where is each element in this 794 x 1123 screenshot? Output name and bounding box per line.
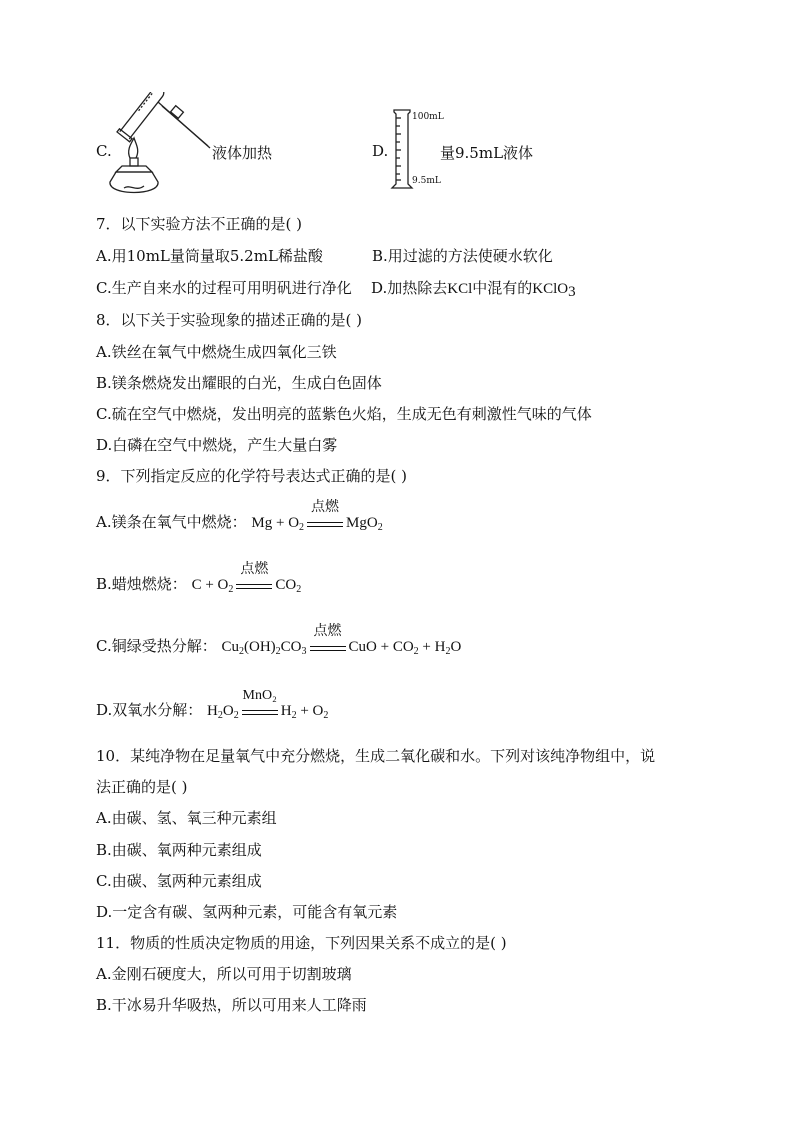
q7-option-d [371,278,576,299]
q7-option-b: B.用过滤的方法使硬水软化 [372,247,553,265]
q8-option-b: B.镁条燃烧发出耀眼的白光，生成白色固体 [96,374,382,392]
q9-c-equation: $Cu_2(OH)_2CO_3$ 点燃 CuO + $CO_2 + H_2O$ [221,623,462,657]
q10-stem-line-1: 10．某纯净物在足量氧气中充分燃烧，生成二氧化碳和水。下列对该纯净物组中，说 [96,747,656,765]
q9-a-condition: 点燃 [311,499,340,515]
q7-d-mid: 中混有的 [472,279,533,297]
q7-d-kcl: KCl [447,281,473,297]
q11-stem: 11．物质的性质决定物质的用途，下列因果关系不成立的是( ) [96,934,507,952]
q9-d-equation: $H_2O_2$ MnO₂ $H_2 + O_2$ [207,687,329,721]
cylinder-top-label: 100mL [412,112,444,122]
q9-option-a [96,499,383,534]
cylinder-bottom-label: 9.5mL [412,176,441,186]
q10-option-b: B.由碳、氧两种元素组成 [96,841,262,859]
q9-d-label: D.双氧水分解： [96,701,203,719]
q9-b-equation: $C + O_2$ 点燃 $CO_2$ [191,561,302,595]
q7-option-a: A.用10mL量筒量取5.2mL稀盐酸 [96,247,323,265]
q7-d-sub: 3 [568,284,576,300]
option-c-letter: C. [96,142,112,160]
option-c-caption: 液体加热 [212,144,273,162]
q9-option-c [96,623,462,658]
q8-option-a: A.铁丝在氧气中燃烧生成四氧化三铁 [96,343,337,361]
test-tube-heating-illustration [100,92,212,204]
q7-stem: 7．以下实验方法不正确的是( ) [96,215,303,233]
q9-option-d [96,687,329,722]
q8-option-c: C.硫在空气中燃烧，发出明亮的蓝紫色火焰，生成无色有刺激性气味的气体 [96,405,592,423]
q9-b-condition: 点燃 [240,561,269,577]
q9-c-label: C.铜绿受热分解： [96,637,217,655]
q9-b-label: B.蜡烛燃烧： [96,575,187,593]
q7-d-prefix: D.加热除去 [371,279,448,297]
q9-a-equation: $Mg + O_2$ 点燃 MgO$_2$ [251,499,383,533]
q10-stem-line-2: 法正确的是( ) [96,778,188,796]
q10-option-c: C.由碳、氢两种元素组成 [96,872,262,890]
q9-c-condition: 点燃 [313,623,342,639]
option-d-caption: 量9.5mL液体 [440,144,534,162]
q9-option-b [96,561,302,596]
q9-d-condition: MnO₂ [242,687,277,703]
q9-a-label: A.镁条在氧气中燃烧： [96,513,247,531]
q7-d-kclo: KClO [532,281,569,297]
q7-option-c: C.生产自来水的过程可用明矾进行净化 [96,279,352,297]
q9-stem: 9．下列指定反应的化学符号表达式正确的是( ) [96,467,408,485]
q10-option-a: A.由碳、氢、氧三种元素组 [96,809,277,827]
q8-stem: 8．以下关于实验现象的描述正确的是( ) [96,311,363,329]
q8-option-d: D.白磷在空气中燃烧，产生大量白雾 [96,436,338,454]
q10-option-d: D.一定含有碳、氢两种元素，可能含有氧元素 [96,903,398,921]
q11-option-b: B.干冰易升华吸热，所以可用来人工降雨 [96,996,367,1014]
option-d-letter: D. [372,142,389,160]
q11-option-a: A.金刚石硬度大，所以可用于切割玻璃 [96,965,352,983]
